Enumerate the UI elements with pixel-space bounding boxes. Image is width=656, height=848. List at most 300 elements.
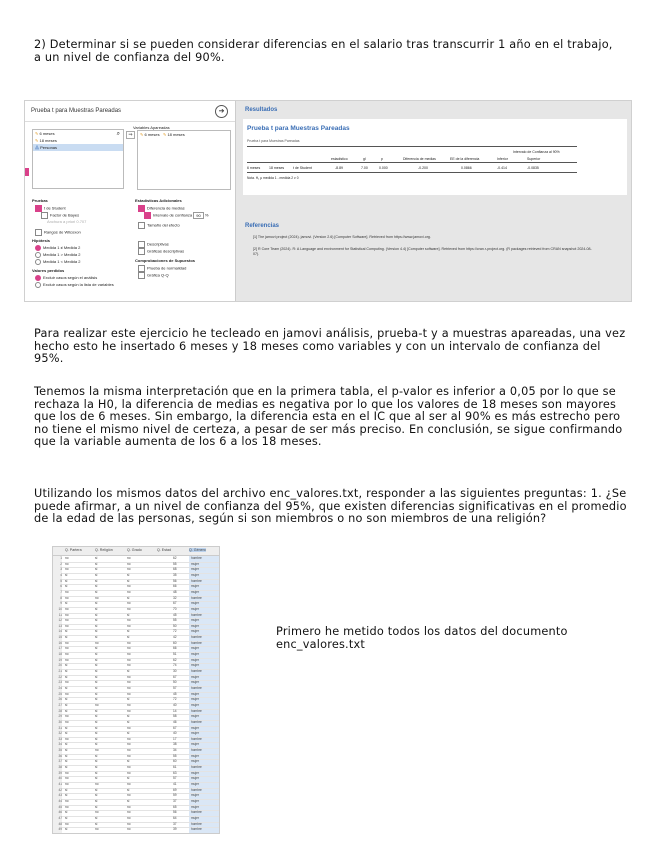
grid-cell[interactable]: mujer	[191, 753, 199, 758]
grid-cell[interactable]: no	[127, 589, 131, 594]
grid-cell[interactable]: no	[127, 827, 131, 832]
grid-cell[interactable]: si	[65, 765, 68, 770]
grid-cell[interactable]: mujer	[191, 759, 199, 764]
grid-cell[interactable]: 55	[173, 561, 177, 566]
grid-cell[interactable]: no	[127, 793, 131, 798]
grid-cell[interactable]: no	[127, 810, 131, 815]
grid-cell[interactable]: mujer	[191, 618, 199, 623]
grid-cell[interactable]: 63	[173, 770, 177, 775]
grid-cell[interactable]: no	[127, 567, 131, 572]
variables-list[interactable]	[32, 129, 124, 189]
grid-cell[interactable]: si	[95, 753, 98, 758]
grid-cell[interactable]: si	[95, 567, 98, 572]
grid-cell[interactable]: si	[95, 669, 98, 673]
table-row[interactable]	[53, 827, 219, 834]
row-number: 39	[53, 771, 62, 777]
grid-cell[interactable]: no	[65, 714, 69, 719]
grid-cell[interactable]: 41	[173, 782, 177, 786]
paragraph-2: Tenemos la misma interpretación que en la primera tabla, el p-valor es inferior a 0,05 por lo que se rechaza la H0, la diferencia de medias es negativa por lo que los valores de 18 meses son mayores que los de 6 meses. Sin embargo, la diferencia esta en el IC que al ser al 90% es más estrecho pero no tiene el mismo nivel de certeza, a pesar de ser más preciso. En conclusión, se sigue confirmando que la variable aumenta de los 6 a los 18 meses.	[34, 385, 623, 449]
grid-cell[interactable]: no	[127, 782, 131, 786]
grid-cell[interactable]: 72	[173, 629, 177, 634]
grid-cell[interactable]: no	[65, 680, 69, 685]
grid-cell[interactable]: mujer	[191, 804, 199, 809]
grid-cell[interactable]: si	[95, 680, 98, 685]
grid-cell[interactable]: hombre	[191, 765, 202, 770]
grid-cell[interactable]: no	[95, 810, 99, 815]
grid-cell[interactable]: no	[95, 782, 99, 786]
grid-cell[interactable]: mujer	[191, 646, 199, 651]
grid-cell[interactable]: si	[95, 714, 98, 719]
ruler-icon: ✎	[35, 138, 39, 143]
descriptive-plots-checkbox[interactable]: Gráficas descriptivas	[138, 248, 184, 255]
grid-cell[interactable]: 74	[173, 663, 177, 668]
grid-cell[interactable]: 35	[173, 572, 177, 577]
grid-cell[interactable]: si	[65, 759, 68, 764]
grid-cell[interactable]: 56	[173, 810, 177, 815]
move-variable-button[interactable]: ⇒	[126, 131, 135, 139]
grid-cell[interactable]: si	[95, 719, 98, 724]
grid-cell[interactable]: 65	[173, 804, 177, 809]
grid-cell[interactable]: no	[127, 815, 131, 820]
grid-cell[interactable]: 66	[173, 584, 177, 589]
grid-cell[interactable]: si	[127, 669, 130, 673]
grid-cell[interactable]: mujer	[191, 691, 199, 696]
grid-cell[interactable]: si	[95, 652, 98, 657]
grid-cell[interactable]: si	[127, 776, 130, 781]
grid-cell[interactable]: mujer	[191, 680, 199, 685]
grid-cell[interactable]: no	[127, 652, 131, 657]
grid-cell[interactable]: 67	[173, 674, 177, 679]
grid-cell[interactable]: si	[95, 787, 98, 792]
grid-cell[interactable]: si	[127, 578, 130, 583]
grid-cell[interactable]: no	[65, 691, 69, 696]
grid-cell[interactable]: no	[127, 725, 131, 730]
missing-radio[interactable]: Excluir casos según la lista de variables	[35, 282, 114, 288]
grid-cell[interactable]: si	[65, 674, 68, 679]
grid-cell[interactable]: si	[95, 663, 98, 668]
grid-cell[interactable]: no	[95, 702, 99, 707]
grid-header-cell[interactable]: Q. Religión	[95, 548, 113, 552]
grid-cell[interactable]: si	[95, 618, 98, 623]
grid-cell[interactable]: mujer	[191, 742, 199, 747]
grid-cell[interactable]: si	[95, 793, 98, 798]
grid-cell[interactable]: si	[95, 629, 98, 634]
grid-cell[interactable]: si	[95, 731, 98, 736]
grid-cell[interactable]: si	[65, 725, 68, 730]
grid-cell[interactable]: 55	[173, 618, 177, 623]
grid-cell[interactable]: no	[127, 556, 131, 560]
grid-cell[interactable]: si	[95, 556, 98, 560]
grid-cell[interactable]: no	[65, 640, 69, 645]
grid-cell[interactable]: no	[65, 646, 69, 651]
grid-cell[interactable]: no	[65, 657, 69, 662]
grid-cell[interactable]: si	[127, 731, 130, 736]
col-lower: Inferior	[497, 157, 508, 161]
grid-cell[interactable]: no	[65, 736, 69, 741]
grid-cell[interactable]: 57	[173, 776, 177, 781]
grid-cell[interactable]: hombre	[191, 595, 202, 600]
grid-cell[interactable]: si	[65, 629, 68, 634]
grid-cell[interactable]: no	[127, 606, 131, 611]
grid-cell[interactable]: 45	[173, 691, 177, 696]
grid-cell[interactable]: 67	[173, 725, 177, 730]
grid-cell[interactable]: mujer	[191, 674, 199, 679]
grid-cell[interactable]: hombre	[191, 736, 202, 741]
grid-cell[interactable]: 46	[173, 719, 177, 724]
grid-cell[interactable]: no	[65, 623, 69, 628]
grid-cell[interactable]: si	[95, 685, 98, 690]
grid-header-cell[interactable]: Q. Partera	[65, 548, 82, 552]
grid-cell[interactable]: si	[95, 572, 98, 577]
wilcoxon-checkbox[interactable]: Rangos de Wilcoxon	[35, 229, 81, 236]
grid-header-cell[interactable]: Q. Estad	[157, 548, 171, 552]
grid-cell[interactable]: no	[127, 685, 131, 690]
paragraph-1: Para realizar este ejercicio he tecleado en jamovi análisis, prueba-t y a muestras apareadas, una vez hecho esto he insertado 6 meses y 18 meses como variables y con un intervalo de confianza del 95%.	[34, 327, 626, 366]
grid-cell[interactable]: no	[127, 708, 131, 713]
grid-cell[interactable]: si	[127, 719, 130, 724]
grid-cell[interactable]: 48	[173, 589, 177, 594]
grid-cell[interactable]: si	[95, 697, 98, 702]
variable-item[interactable]: ✎ 6 meses	[35, 131, 55, 136]
grid-cell[interactable]: si	[65, 753, 68, 758]
grid-cell[interactable]: si	[127, 629, 130, 634]
grid-cell[interactable]: si	[95, 584, 98, 589]
grid-cell[interactable]: si	[127, 635, 130, 640]
grid-cell[interactable]: si	[95, 798, 98, 803]
missing-radio[interactable]: Excluir casos según el análisis	[35, 275, 97, 281]
grid-cell[interactable]: no	[127, 753, 131, 758]
row-number: 33	[53, 737, 62, 743]
grid-cell[interactable]: 62	[173, 657, 177, 662]
grid-cell[interactable]: si	[65, 697, 68, 702]
grid-cell[interactable]: si	[127, 697, 130, 702]
row-mean-diff: -0.200	[418, 166, 428, 170]
grid-cell[interactable]: 40	[173, 731, 177, 736]
grid-cell[interactable]: si	[95, 765, 98, 770]
grid-cell[interactable]: hombre	[191, 612, 202, 617]
normality-checkbox[interactable]: Prueba de normalidad	[138, 265, 186, 272]
grid-cell[interactable]: 69	[173, 787, 177, 792]
grid-cell[interactable]: si	[127, 572, 130, 577]
grid-cell[interactable]: mujer	[191, 652, 199, 657]
grid-cell[interactable]: 39	[173, 827, 177, 832]
grid-cell[interactable]: mujer	[191, 714, 199, 719]
grid-cell[interactable]: mujer	[191, 815, 199, 820]
col-statistic: estadístico	[331, 157, 348, 161]
grid-cell[interactable]: si	[65, 685, 68, 690]
grid-cell[interactable]: no	[65, 776, 69, 781]
grid-cell[interactable]: mujer	[191, 702, 199, 707]
grid-cell[interactable]: si	[95, 635, 98, 640]
grid-cell[interactable]: no	[127, 674, 131, 679]
grid-cell[interactable]: si	[127, 595, 130, 600]
collapse-tab[interactable]	[25, 168, 29, 176]
grid-cell[interactable]: no	[127, 584, 131, 589]
grid-cell[interactable]: si	[65, 787, 68, 792]
grid-cell[interactable]: 17	[173, 736, 177, 741]
paired-variables-box[interactable]	[137, 130, 231, 190]
grid-cell[interactable]: mujer	[191, 770, 199, 775]
grid-cell[interactable]: no	[65, 567, 69, 572]
row-number: 16	[53, 641, 62, 647]
grid-cell[interactable]: 42	[173, 635, 177, 640]
grid-cell[interactable]: si	[95, 691, 98, 696]
grid-cell[interactable]: si	[95, 821, 98, 826]
grid-cell[interactable]: no	[127, 640, 131, 645]
effect-size-checkbox[interactable]: Tamaño del efecto	[138, 222, 180, 229]
student-checkbox[interactable]: t de Student	[35, 205, 66, 212]
grid-cell[interactable]: si	[95, 674, 98, 679]
grid-cell[interactable]: si	[95, 657, 98, 662]
row-number: 49	[53, 827, 62, 833]
grid-cell[interactable]: hombre	[191, 635, 202, 640]
grid-cell[interactable]: 68	[173, 567, 177, 572]
grid-cell[interactable]: si	[127, 787, 130, 792]
grid-cell[interactable]: no	[65, 556, 69, 560]
grid-cell[interactable]: mujer	[191, 725, 199, 730]
grid-cell[interactable]: no	[127, 663, 131, 668]
paired-variable-item[interactable]: ✎ 6 meses ✎ 18 meses	[140, 132, 185, 137]
grid-cell[interactable]: si	[127, 759, 130, 764]
grid-cell[interactable]: no	[127, 623, 131, 628]
grid-header-cell[interactable]: Q. Grado	[127, 548, 142, 552]
grid-cell[interactable]: hombre	[191, 719, 202, 724]
grid-cell[interactable]: no	[65, 612, 69, 617]
grid-cell[interactable]: si	[65, 584, 68, 589]
grid-cell[interactable]: no	[127, 618, 131, 623]
grid-cell[interactable]: si	[65, 815, 68, 820]
grid-cell[interactable]: no	[95, 640, 99, 645]
row-number: 38	[53, 765, 62, 771]
variable-item[interactable]: ⁂ Personas	[33, 144, 123, 151]
grid-cell[interactable]: si	[127, 714, 130, 719]
grid-cell[interactable]: mujer	[191, 782, 199, 786]
grid-cell[interactable]: no	[127, 821, 131, 826]
hypothesis-radio[interactable]: Medida 1 ≠ Medida 2	[35, 245, 80, 251]
grid-cell[interactable]: si	[95, 742, 98, 747]
grid-cell[interactable]: no	[65, 618, 69, 623]
grid-cell[interactable]: no	[65, 652, 69, 657]
grid-cell[interactable]: no	[65, 770, 69, 775]
grid-cell[interactable]: no	[127, 646, 131, 651]
grid-cell[interactable]: no	[127, 770, 131, 775]
grid-cell[interactable]: si	[95, 725, 98, 730]
grid-cell[interactable]: no	[127, 680, 131, 685]
grid-cell[interactable]: si	[65, 748, 68, 753]
grid-cell[interactable]: mujer	[191, 663, 199, 668]
grid-cell[interactable]: mujer	[191, 697, 199, 702]
grid-cell[interactable]: si	[65, 663, 68, 668]
grid-cell[interactable]: si	[95, 776, 98, 781]
grid-cell[interactable]: si	[95, 612, 98, 617]
grid-cell[interactable]: 66	[173, 646, 177, 651]
grid-cell[interactable]: si	[95, 708, 98, 713]
grid-cell[interactable]: hombre	[191, 708, 202, 713]
search-icon[interactable]: ⌕	[116, 131, 120, 137]
paired-variables-label: Variables Apareadas	[133, 125, 170, 130]
grid-cell[interactable]: si	[95, 578, 98, 583]
grid-cell[interactable]: si	[65, 669, 68, 673]
grid-cell[interactable]: hombre	[191, 810, 202, 815]
grid-cell[interactable]: hombre	[191, 556, 202, 560]
grid-cell[interactable]: 38	[173, 742, 177, 747]
grid-cell[interactable]: mujer	[191, 572, 199, 577]
grid-cell[interactable]: hombre	[191, 748, 202, 753]
grid-cell[interactable]: no	[65, 606, 69, 611]
variable-item[interactable]: ✎ 18 meses	[35, 138, 57, 143]
grid-cell[interactable]: mujer	[191, 623, 199, 628]
grid-cell[interactable]: 60	[173, 759, 177, 764]
grid-cell[interactable]: si	[65, 810, 68, 815]
arrow-right-icon[interactable]: ➔	[215, 105, 228, 118]
grid-cell[interactable]: no	[95, 748, 99, 753]
grid-cell[interactable]: no	[127, 561, 131, 566]
grid-cell[interactable]: si	[65, 601, 68, 606]
hypothesis-radio[interactable]: Medida 1 > Medida 2	[35, 252, 80, 258]
grid-cell[interactable]: si	[95, 646, 98, 651]
grid-cell[interactable]: mujer	[191, 793, 199, 798]
grid-cell[interactable]: mujer	[191, 601, 199, 606]
grid-cell[interactable]: no	[65, 719, 69, 724]
row-number: 10	[53, 607, 62, 613]
grid-cell[interactable]: mujer	[191, 589, 199, 594]
grid-cell[interactable]: no	[65, 589, 69, 594]
ruler-icon: ✎	[140, 132, 144, 137]
grid-cell[interactable]: hombre	[191, 669, 202, 673]
grid-cell[interactable]: hombre	[191, 640, 202, 645]
qq-plot-checkbox[interactable]: Gráfica Q-Q	[138, 272, 169, 279]
grid-cell[interactable]: 61	[173, 765, 177, 770]
bayes-checkbox[interactable]: Factor de Bayes	[41, 212, 79, 219]
row-number: 29	[53, 714, 62, 720]
grid-cell[interactable]: mujer	[191, 606, 199, 611]
grid-cell[interactable]: si	[95, 770, 98, 775]
grid-cell[interactable]: no	[95, 595, 99, 600]
grid-cell[interactable]: si	[65, 572, 68, 577]
grid-cell[interactable]: 14	[173, 708, 177, 713]
grid-cell[interactable]: no	[65, 595, 69, 600]
grid-cell[interactable]: 57	[173, 685, 177, 690]
descriptives-checkbox[interactable]: Descriptivas	[138, 241, 169, 248]
grid-cell[interactable]: 45	[173, 612, 177, 617]
grid-cell[interactable]: si	[65, 578, 68, 583]
row-var1: 6 meses	[247, 166, 261, 170]
grid-cell[interactable]: no	[65, 561, 69, 566]
grid-cell[interactable]: 67	[173, 601, 177, 606]
grid-cell[interactable]: 64	[173, 815, 177, 820]
grid-cell[interactable]: no	[127, 691, 131, 696]
grid-cell[interactable]: si	[95, 759, 98, 764]
grid-cell[interactable]: si	[95, 601, 98, 606]
grid-cell[interactable]: mujer	[191, 731, 199, 736]
grid-cell[interactable]: si	[65, 731, 68, 736]
grid-cell[interactable]: 34	[173, 748, 177, 753]
grid-cell[interactable]: mujer	[191, 584, 199, 589]
grid-cell[interactable]: no	[127, 748, 131, 753]
table-note: Nota. H₁ μ medida 1 - medida 2 ≠ 0	[247, 176, 299, 180]
grid-cell[interactable]: 50	[173, 623, 177, 628]
grid-cell[interactable]: si	[95, 804, 98, 809]
grid-cell[interactable]: hombre	[191, 685, 202, 690]
grid-cell[interactable]: no	[127, 736, 131, 741]
grid-cell[interactable]: hombre	[191, 821, 202, 826]
grid-cell[interactable]: no	[65, 782, 69, 786]
row-p: 0.000	[379, 166, 388, 170]
grid-cell[interactable]: no	[65, 821, 69, 826]
grid-cell[interactable]: mujer	[191, 567, 199, 572]
grid-cell[interactable]: mujer	[191, 561, 199, 566]
grid-cell[interactable]: si	[65, 827, 68, 832]
grid-cell[interactable]: 51	[173, 652, 177, 657]
row-number: 32	[53, 731, 62, 737]
grid-cell[interactable]: si	[95, 623, 98, 628]
hypothesis-radio[interactable]: Medida 1 < Medida 2	[35, 259, 80, 265]
mean-diff-checkbox[interactable]: Diferencia de medias	[138, 205, 185, 212]
grid-cell[interactable]: no	[127, 765, 131, 770]
row-number: 4	[53, 573, 62, 579]
grid-cell[interactable]: no	[127, 702, 131, 707]
grid-cell[interactable]: mujer	[191, 657, 199, 662]
grid-cell[interactable]: no	[127, 742, 131, 747]
grid-cell[interactable]: 58	[173, 714, 177, 719]
grid-cell[interactable]: hombre	[191, 578, 202, 583]
grid-cell[interactable]: no	[127, 657, 131, 662]
grid-cell[interactable]: si	[65, 708, 68, 713]
grid-cell[interactable]: si	[65, 635, 68, 640]
grid-cell[interactable]: si	[95, 736, 98, 741]
grid-cell[interactable]: mujer	[191, 629, 199, 634]
grid-cell[interactable]: si	[127, 798, 130, 803]
grid-cell[interactable]: 60	[173, 640, 177, 645]
grid-cell[interactable]: 72	[173, 697, 177, 702]
grid-cell[interactable]: 37	[173, 798, 177, 803]
grid-cell[interactable]: 30	[173, 669, 177, 673]
grid-cell[interactable]: si	[65, 793, 68, 798]
grid-cell[interactable]: hombre	[191, 827, 202, 832]
grid-cell[interactable]: hombre	[191, 787, 202, 792]
grid-cell[interactable]: si	[95, 561, 98, 566]
grid-cell[interactable]: si	[65, 742, 68, 747]
nominal-icon: ⁂	[35, 145, 39, 150]
grid-cell[interactable]: no	[127, 601, 131, 606]
tests-label: Pruebas	[32, 198, 48, 203]
grid-cell[interactable]: 59	[173, 793, 177, 798]
grid-cell[interactable]: mujer	[191, 776, 199, 781]
grid-cell[interactable]: mujer	[191, 798, 199, 803]
row-number: 43	[53, 793, 62, 799]
grid-cell[interactable]: no	[65, 798, 69, 803]
grid-cell[interactable]: 40	[173, 702, 177, 707]
grid-cell[interactable]: si	[95, 589, 98, 594]
grid-cell[interactable]: no	[95, 827, 99, 832]
ci-checkbox[interactable]: Intervalo de confianza 90 %	[144, 212, 208, 219]
grid-cell[interactable]: 62	[173, 556, 177, 560]
prior-width: Anchura a priori 0.707	[47, 219, 87, 224]
grid-cell[interactable]: no	[127, 804, 131, 809]
grid-cell[interactable]: 50	[173, 680, 177, 685]
grid-cell[interactable]: 55	[173, 753, 177, 758]
grid-cell[interactable]: no	[65, 804, 69, 809]
grid-cell[interactable]: si	[127, 612, 130, 617]
grid-cell[interactable]: si	[95, 815, 98, 820]
grid-cell[interactable]: 56	[173, 578, 177, 583]
grid-cell[interactable]: 37	[173, 821, 177, 826]
grid-cell[interactable]: si	[65, 702, 68, 707]
grid-cell[interactable]: 32	[173, 595, 177, 600]
grid-cell[interactable]: si	[95, 606, 98, 611]
grid-header-cell[interactable]: Q. Género	[189, 548, 206, 552]
grid-cell[interactable]: 70	[173, 606, 177, 611]
